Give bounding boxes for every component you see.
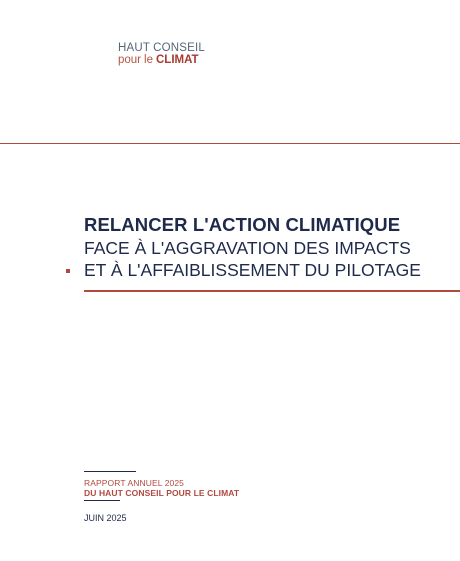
date-divider — [84, 500, 120, 501]
logo-line-2 — [118, 54, 205, 66]
logo-word-le: le — [144, 54, 153, 67]
bullet-square-icon — [66, 269, 70, 273]
report-info-divider — [84, 471, 136, 472]
logo-word-climat: CLIMAT — [155, 54, 199, 67]
publication-date: JUIN 2025 — [84, 513, 127, 523]
logo-word-conseil: CONSEIL — [153, 42, 205, 54]
title-underline — [84, 290, 460, 292]
report-publisher: DU HAUT CONSEIL POUR LE CLIMAT — [84, 488, 240, 498]
report-title: RELANCER L'ACTION CLIMATIQUE — [84, 214, 401, 235]
report-subtitle-line-1: FACE À L'AGGRAVATION DES IMPACTS — [84, 238, 411, 258]
logo-word-pour: pour — [118, 54, 142, 67]
logo — [118, 42, 205, 66]
logo-word-haut: HAUT — [118, 42, 151, 54]
top-divider — [0, 143, 460, 144]
logo-line-1 — [118, 42, 205, 54]
report-type: RAPPORT ANNUEL 2025 — [84, 478, 185, 488]
title-block — [84, 213, 456, 281]
report-subtitle-line-2: ET À L'AFFAIBLISSEMENT DU PILOTAGE — [84, 260, 421, 280]
